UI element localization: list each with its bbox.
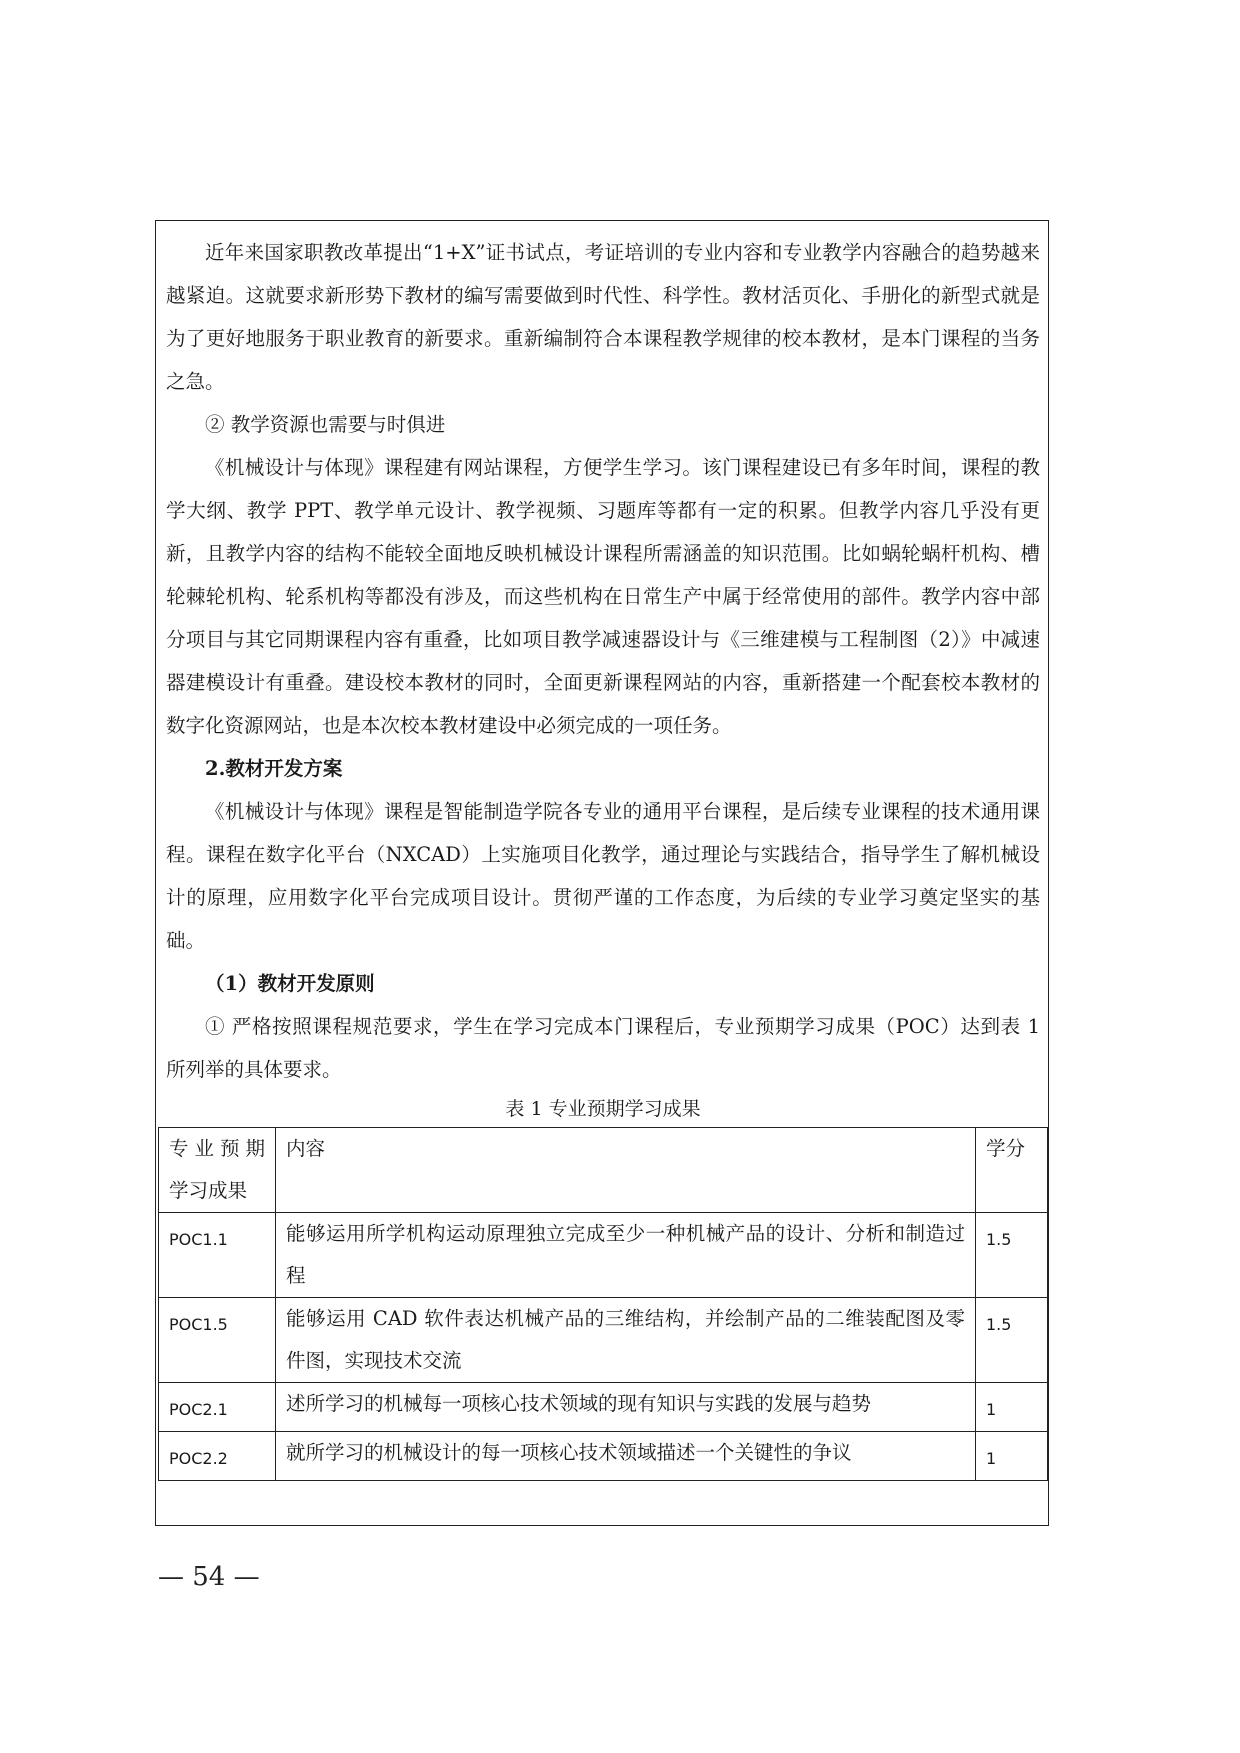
row-credit: 1.5 (976, 1298, 1048, 1383)
header-content: 内容 (276, 1128, 976, 1213)
table-row (159, 1432, 1048, 1481)
row-credit: 1 (976, 1432, 1048, 1481)
row-credit: 1 (976, 1383, 1048, 1432)
row-content: 能够运用所学机构运动原理独立完成至少一种机械产品的设计、分析和制造过程 (276, 1213, 976, 1298)
subsection-heading-principles: （1）教材开发原则 (205, 972, 375, 995)
row-content: 能够运用 CAD 软件表达机械产品的三维结构，并绘制产品的二维装配图及零件图，实现技术交流 (276, 1298, 976, 1383)
row-content: 述所学习的机械每一项核心技术领域的现有知识与实践的发展与趋势 (276, 1383, 976, 1432)
table-row (159, 1213, 1048, 1298)
row-code: POC1.5 (159, 1298, 276, 1383)
section-heading-development-plan: 2.教材开发方案 (205, 757, 343, 780)
paragraph-1x-reform: 近年来国家职教改革提出“1+X”证书试点，考证培训的专业内容和专业教学内容融合的趋势越来越紧迫。这就要求新形势下教材的编写需要做到时代性、科学性。教材活页化、手册化的新型式就是为了更好地服务于职业教育的新要求。重新编制符合本课程教学规律的校本教材，是本门课程的当务之急。 (166, 241, 1040, 393)
paragraph-resources-heading: ② 教学资源也需要与时俱进 (205, 413, 446, 436)
header-poc: 专业预期学习成果 (159, 1128, 276, 1213)
table-caption: 表 1 专业预期学习成果 (505, 1098, 701, 1120)
page-frame (155, 220, 1049, 1526)
row-credit: 1.5 (976, 1213, 1048, 1298)
page-number: — 54 — (158, 1562, 260, 1592)
table-header-row (159, 1128, 1048, 1213)
paragraph-course-website: 《机械设计与体现》课程建有网站课程，方便学生学习。该门课程建设已有多年时间，课程的教学大纲、教学 PPT、教学单元设计、教学视频、习题库等都有一定的积累。但教学内容几乎没有更新，且教学内容的结构不能较全面地反映机械设计课程所需涵盖的知识范围。比如蜗轮蜗杆机构、槽轮棘轮机构、轮系机构等都没有涉及，而这些机构在日常生产中属于经常使用的部件。教学内容中部分项目与其它同期课程内容有重叠，比如项目教学减速器设计与《三维建模与工程制图（2）》中减速器建模设计有重叠。建设校本教材的同时，全面更新课程网站的内容，重新搭建一个配套校本教材的数字化资源网站，也是本次校本教材建设中必须完成的一项任务。 (166, 456, 1040, 737)
row-code: POC2.1 (159, 1383, 276, 1432)
poc-table (158, 1127, 1048, 1481)
row-code: POC1.1 (159, 1213, 276, 1298)
table-row (159, 1383, 1048, 1432)
header-credit: 学分 (976, 1128, 1048, 1213)
body-text (166, 231, 1040, 1481)
row-content: 就所学习的机械设计的每一项核心技术领域描述一个关键性的争议 (276, 1432, 976, 1481)
paragraph-poc-requirement: ① 严格按照课程规范要求，学生在学习完成本门课程后，专业预期学习成果（POC）达到表 1 所列举的具体要求。 (166, 1015, 1040, 1081)
row-code: POC2.2 (159, 1432, 276, 1481)
paragraph-course-intro: 《机械设计与体现》课程是智能制造学院各专业的通用平台课程，是后续专业课程的技术通用课程。课程在数字化平台（NXCAD）上实施项目化教学，通过理论与实践结合，指导学生了解机械设计的原理，应用数字化平台完成项目设计。贯彻严谨的工作态度，为后续的专业学习奠定坚实的基础。 (166, 800, 1040, 952)
table-row (159, 1298, 1048, 1383)
